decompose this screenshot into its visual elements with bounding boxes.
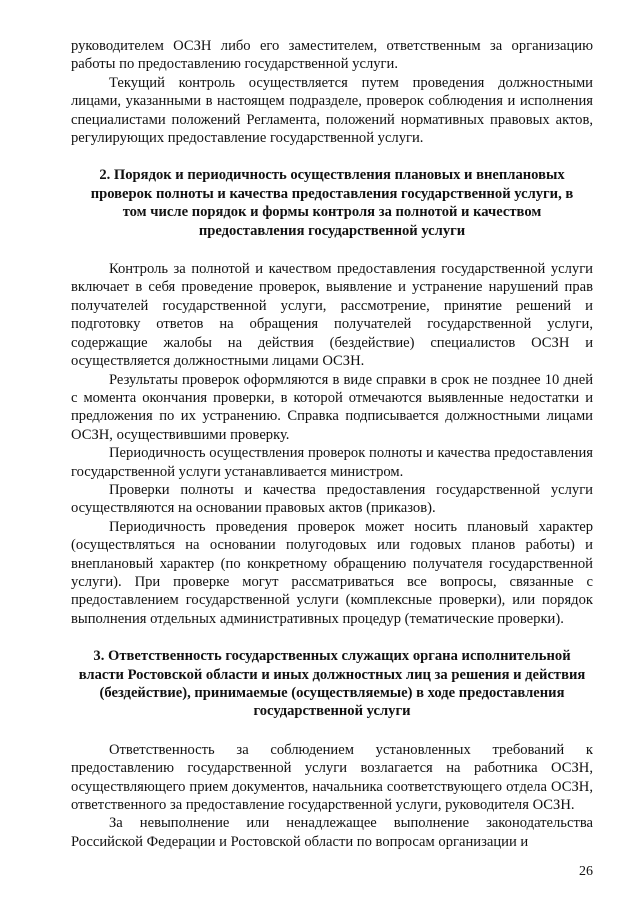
section-2-paragraph-4: Проверки полноты и качества предоставления государственной услуги осуществляются на основании правовых актов (приказов). <box>71 481 593 517</box>
section-3-heading: 3. Ответственность государственных служащих органа исполнительной власти Ростовской области и иных должностных лиц за решения и действия (бездействие), принимаемые (осуществляемые) в ходе предоставления государственной услуги <box>78 648 586 720</box>
page-number: 26 <box>579 864 593 879</box>
section-2-paragraph-1: Контроль за полнотой и качеством предоставления государственной услуги включает в себя проведение проверок, выявление и устранение нарушений прав получателей государственной услуги, рассмотрение, принятие решений и подготовку ответов на обращения получателей государственной услуги, содержащие жалобы на действия (бездействие) специалистов ОСЗН и осуществляется должностными лицами ОСЗН. <box>71 261 593 370</box>
section-2-heading: 2. Порядок и периодичность осуществления плановых и внеплановых проверок полноты и качества предоставления государственной услуги, в том числе порядок и формы контроля за полнотой и качеством предоставления государственной услуги <box>90 167 574 239</box>
section-2-paragraph-2: Результаты проверок оформляются в виде справки в срок не позднее 10 дней с момента окончания проверки, в которой отмечаются выявленные недостатки и предложения по их устранению. Справка подписывается должностными лицами ОСЗН, осуществившими проверку. <box>71 371 593 443</box>
section-2-paragraph-3: Периодичность осуществления проверок полноты и качества предоставления государственной услуги устанавливается министром. <box>71 445 593 480</box>
intro-paragraph-2: Текущий контроль осуществляется путем проведения должностными лицами, указанными в настоящем подразделе, проверок соблюдения и исполнения специалистами положений Регламента, положений нормативных правовых актов, регулирующих предоставление государственной услуги. <box>71 74 593 147</box>
section-2-paragraph-5: Периодичность проведения проверок может носить плановый характер (осуществляться на основании полугодовых или годовых планов работы) и внеплановый характер (по конкретному обращению получателя государственной услуги). При проверке могут рассматриваться все вопросы, связанные с предоставлением государственной услуги (комплексные проверки), или порядок выполнения отдельных административных процедур (тематические проверки). <box>71 518 593 627</box>
document-page <box>71 37 593 851</box>
section-3-paragraph-1: Ответственность за соблюдением установленных требований к предоставлению государственной услуги возлагается на работника ОСЗН, осуществляющего прием документов, начальника соответствующего отдела ОСЗН, ответственного за предоставление государственной услуги, руководителя ОСЗН. <box>71 741 593 814</box>
section-3-paragraph-2: За невыполнение или ненадлежащее выполнение законодательства Российской Федерации и Ростовской области по вопросам организации и <box>71 815 593 850</box>
intro-paragraph-1: руководителем ОСЗН либо его заместителем, ответственным за организацию работы по предоставлению государственной услуги. <box>71 38 593 73</box>
